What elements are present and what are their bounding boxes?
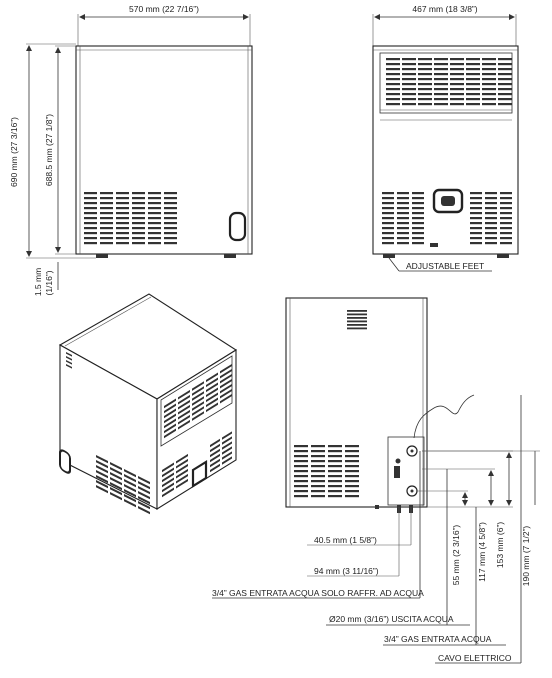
vent-slat	[148, 212, 161, 214]
vent-slat	[500, 227, 512, 229]
handle	[230, 213, 245, 240]
vent-slat	[450, 83, 464, 85]
vent-slat	[500, 197, 512, 199]
vent-slat	[434, 103, 448, 105]
vent-slat	[485, 217, 497, 219]
vent-slat	[100, 222, 113, 224]
vent-slat	[485, 202, 497, 204]
vent-slat	[402, 93, 416, 95]
dim-190: 190 mm (7 1/2”)	[521, 525, 531, 587]
vent-slat	[450, 58, 464, 60]
vent-slat	[294, 465, 308, 467]
vent-slat	[116, 197, 129, 199]
vent-slat	[84, 242, 97, 244]
vent-slat	[485, 212, 497, 214]
vent-slat	[466, 58, 480, 60]
vent-slat	[386, 88, 400, 90]
vent-slat	[470, 207, 482, 209]
vent-slat	[466, 93, 480, 95]
vent-slat	[328, 450, 342, 452]
vent-slat	[402, 103, 416, 105]
vent-slat	[397, 192, 409, 194]
vent-slat	[498, 63, 512, 65]
vent-slat	[382, 202, 394, 204]
vent-slat	[450, 88, 464, 90]
vent-slat	[397, 242, 409, 244]
vent-slat	[382, 222, 394, 224]
vent-slat	[132, 197, 145, 199]
vent-slat	[311, 470, 325, 472]
vent-slat	[450, 103, 464, 105]
vent-slat	[100, 227, 113, 229]
vent-slat	[345, 450, 359, 452]
vent-slat	[328, 480, 342, 482]
vent-slat	[466, 83, 480, 85]
vent-slat	[470, 227, 482, 229]
vent-slat	[434, 73, 448, 75]
vent-slat	[345, 455, 359, 457]
vent-slat	[345, 465, 359, 467]
vent-slat	[397, 207, 409, 209]
vent-slat	[347, 324, 367, 326]
vent-slat	[148, 222, 161, 224]
vent-slat	[84, 202, 97, 204]
vent-slat	[466, 88, 480, 90]
vent-slat	[412, 212, 424, 214]
vent-slat	[294, 490, 308, 492]
vent-slat	[345, 475, 359, 477]
vent-slat	[294, 480, 308, 482]
vent-slat	[450, 78, 464, 80]
vent-slat	[498, 58, 512, 60]
vent-slat	[328, 485, 342, 487]
vent-slat	[100, 217, 113, 219]
vent-slat	[397, 222, 409, 224]
vent-slat	[328, 470, 342, 472]
vent-slat	[294, 445, 308, 447]
feet-height-mm: 1.5 mm	[33, 267, 43, 297]
vent-slat	[470, 232, 482, 234]
vent-slat	[412, 232, 424, 234]
vent-slat	[164, 237, 177, 239]
vent-slat	[450, 93, 464, 95]
vent-slat	[148, 227, 161, 229]
vent-slat	[84, 227, 97, 229]
vent-slat	[470, 237, 482, 239]
vent-slat	[347, 317, 367, 319]
vent-slat	[294, 450, 308, 452]
vent-slat	[84, 197, 97, 199]
vent-slat	[100, 232, 113, 234]
vent-slat	[412, 217, 424, 219]
vent-slat	[397, 197, 409, 199]
vent-slat	[498, 68, 512, 70]
vent-slat	[328, 445, 342, 447]
vent-slat	[132, 202, 145, 204]
vent-slat	[116, 237, 129, 239]
vent-slat	[382, 242, 394, 244]
callout-water-inlet: 3/4” GAS ENTRATA ACQUA	[384, 634, 492, 644]
vent-slat	[382, 217, 394, 219]
vent-slat	[485, 237, 497, 239]
vent-slat	[386, 63, 400, 65]
front-width-label: 570 mm (22 7/16”)	[129, 4, 199, 14]
vent-slat	[294, 455, 308, 457]
vent-slat	[412, 237, 424, 239]
vent-slat	[482, 98, 496, 100]
vent-slat	[345, 460, 359, 462]
vent-slat	[397, 232, 409, 234]
vent-slat	[397, 202, 409, 204]
vent-slat	[466, 98, 480, 100]
front-view	[9, 4, 252, 296]
dim-153: 153 mm (6”)	[495, 521, 505, 569]
vent-slat	[500, 232, 512, 234]
feet-height-in: (1/16”)	[44, 270, 54, 296]
vent-slat	[347, 310, 367, 312]
vent-slat	[345, 470, 359, 472]
vent-slat	[164, 202, 177, 204]
vent-slat	[382, 207, 394, 209]
vent-slat	[386, 83, 400, 85]
vent-slat	[500, 217, 512, 219]
vent-slat	[345, 490, 359, 492]
vent-slat	[84, 232, 97, 234]
side-width-label: 467 mm (18 3/8”)	[412, 4, 478, 14]
vent-slat	[402, 58, 416, 60]
vent-slat	[498, 73, 512, 75]
vent-slat	[328, 460, 342, 462]
vent-slat	[84, 192, 97, 194]
vent-slat	[418, 78, 432, 80]
dim-117: 117 mm (4 5/8”)	[477, 522, 487, 582]
vent-slat	[116, 227, 129, 229]
vent-slat	[164, 232, 177, 234]
vent-slat	[164, 192, 177, 194]
vent-slat	[485, 192, 497, 194]
vent-slat	[100, 237, 113, 239]
vent-slat	[434, 63, 448, 65]
vent-slat	[498, 93, 512, 95]
vent-slat	[466, 103, 480, 105]
rear-view	[212, 298, 540, 663]
vent-slat	[482, 103, 496, 105]
vent-slat	[382, 237, 394, 239]
front-inner-height-label: 688.5 mm (27 1/8”)	[44, 113, 54, 187]
vent-slat	[116, 202, 129, 204]
vent-slat	[84, 222, 97, 224]
vent-slat	[498, 103, 512, 105]
vent-slat	[148, 217, 161, 219]
front-height-label: 690 mm (27 3/16”)	[9, 117, 19, 187]
vent-slat	[402, 73, 416, 75]
vent-slat	[345, 480, 359, 482]
vent-slat	[466, 63, 480, 65]
vent-slat	[485, 227, 497, 229]
vent-slat	[132, 192, 145, 194]
vent-slat	[328, 455, 342, 457]
vent-slat	[434, 98, 448, 100]
vent-slat	[450, 63, 464, 65]
vent-slat	[434, 83, 448, 85]
vent-slat	[482, 78, 496, 80]
vent-slat	[328, 475, 342, 477]
vent-slat	[402, 68, 416, 70]
vent-slat	[311, 450, 325, 452]
water-outlet	[394, 466, 400, 478]
vent-slat	[386, 58, 400, 60]
vent-slat	[132, 207, 145, 209]
dim-55: 55 mm (2 3/16”)	[451, 524, 461, 586]
vent-slat	[311, 445, 325, 447]
vent-slat	[311, 490, 325, 492]
vent-slat	[132, 222, 145, 224]
vent-slat	[397, 237, 409, 239]
vent-slat	[485, 222, 497, 224]
vent-slat	[84, 217, 97, 219]
vent-slat	[386, 103, 400, 105]
vent-slat	[418, 103, 432, 105]
vent-slat	[418, 68, 432, 70]
vent-slat	[470, 222, 482, 224]
vent-slat	[100, 212, 113, 214]
vent-slat	[402, 88, 416, 90]
vent-slat	[311, 485, 325, 487]
vent-slat	[164, 207, 177, 209]
vent-slat	[386, 93, 400, 95]
vent-slat	[148, 207, 161, 209]
vent-slat	[402, 98, 416, 100]
vent-slat	[418, 88, 432, 90]
vent-slat	[294, 470, 308, 472]
vent-slat	[386, 73, 400, 75]
vent-slat	[100, 202, 113, 204]
vent-slat	[311, 480, 325, 482]
vent-slat	[386, 98, 400, 100]
vent-slat	[434, 78, 448, 80]
vent-slat	[116, 242, 129, 244]
vent-slat	[485, 242, 497, 244]
vent-slat	[164, 222, 177, 224]
vent-slat	[498, 83, 512, 85]
vent-slat	[485, 232, 497, 234]
vent-slat	[294, 475, 308, 477]
vent-slat	[466, 78, 480, 80]
isometric-view	[60, 294, 236, 514]
vent-slat	[482, 68, 496, 70]
vent-slat	[294, 485, 308, 487]
vent-slat	[100, 192, 113, 194]
vent-slat	[132, 237, 145, 239]
vent-slat	[500, 222, 512, 224]
foot	[96, 254, 108, 258]
vent-slat	[434, 88, 448, 90]
vent-slat	[470, 197, 482, 199]
foot	[224, 254, 236, 258]
vent-slat	[132, 242, 145, 244]
vent-slat	[164, 242, 177, 244]
vent-slat	[482, 73, 496, 75]
vent-slat	[328, 465, 342, 467]
vent-slat	[132, 227, 145, 229]
vent-slat	[500, 237, 512, 239]
vent-slat	[402, 63, 416, 65]
vent-slat	[418, 73, 432, 75]
vent-slat	[382, 197, 394, 199]
vent-slat	[148, 197, 161, 199]
vent-slat	[470, 217, 482, 219]
vent-slat	[412, 222, 424, 224]
vent-slat	[434, 93, 448, 95]
vent-slat	[485, 207, 497, 209]
vent-slat	[148, 242, 161, 244]
vent-slat	[100, 197, 113, 199]
vent-slat	[294, 460, 308, 462]
vent-slat	[347, 314, 367, 316]
vent-slat	[500, 212, 512, 214]
vent-slat	[485, 197, 497, 199]
dim-40-5: 40.5 mm (1 5/8”)	[314, 535, 377, 545]
vent-slat	[412, 242, 424, 244]
vent-slat	[382, 212, 394, 214]
vent-slat	[397, 217, 409, 219]
vent-slat	[470, 242, 482, 244]
vent-slat	[116, 207, 129, 209]
vent-slat	[382, 192, 394, 194]
vent-slat	[498, 88, 512, 90]
vent-slat	[418, 63, 432, 65]
vent-slat	[382, 227, 394, 229]
dim-94: 94 mm (3 11/16”)	[314, 566, 379, 576]
vent-slat	[148, 192, 161, 194]
vent-slat	[164, 217, 177, 219]
vent-slat	[347, 321, 367, 323]
vent-slat	[498, 98, 512, 100]
vent-slat	[294, 495, 308, 497]
vent-slat	[482, 83, 496, 85]
vent-slat	[402, 83, 416, 85]
vent-slat	[84, 212, 97, 214]
vent-slat	[482, 93, 496, 95]
vent-slat	[132, 212, 145, 214]
vent-slat	[470, 192, 482, 194]
vent-slat	[164, 212, 177, 214]
vent-slat	[412, 197, 424, 199]
vent-slat	[466, 73, 480, 75]
side-view	[373, 4, 518, 271]
vent-slat	[482, 88, 496, 90]
vent-slat	[434, 58, 448, 60]
vent-slat	[311, 475, 325, 477]
vent-slat	[397, 227, 409, 229]
vent-slat	[328, 495, 342, 497]
vent-slat	[311, 495, 325, 497]
vent-slat	[328, 490, 342, 492]
vent-slat	[470, 212, 482, 214]
vent-slat	[450, 68, 464, 70]
vent-slat	[500, 207, 512, 209]
vent-slat	[164, 197, 177, 199]
vent-slat	[386, 68, 400, 70]
vent-slat	[412, 227, 424, 229]
callout-cooling-inlet: 3/4” GAS ENTRATA ACQUA SOLO RAFFR. AD ACQUA	[212, 588, 424, 598]
vent-slat	[382, 232, 394, 234]
vent-slat	[132, 217, 145, 219]
vent-slat	[418, 83, 432, 85]
vent-slat	[116, 217, 129, 219]
vent-slat	[434, 68, 448, 70]
vent-slat	[500, 192, 512, 194]
vent-slat	[482, 63, 496, 65]
vent-slat	[418, 98, 432, 100]
vent-slat	[412, 202, 424, 204]
vent-slat	[311, 465, 325, 467]
vent-slat	[345, 445, 359, 447]
vent-slat	[402, 78, 416, 80]
vent-slat	[450, 73, 464, 75]
vent-slat	[116, 232, 129, 234]
vent-slat	[412, 207, 424, 209]
adjustable-feet-label: ADJUSTABLE FEET	[406, 261, 485, 271]
vent-slat	[100, 242, 113, 244]
vent-slat	[466, 68, 480, 70]
power-cable-entry	[396, 459, 401, 464]
vent-slat	[500, 242, 512, 244]
vent-slat	[84, 207, 97, 209]
vent-slat	[132, 232, 145, 234]
vent-slat	[148, 237, 161, 239]
vent-slat	[500, 202, 512, 204]
vent-slat	[450, 98, 464, 100]
vent-slat	[116, 192, 129, 194]
vent-slat	[412, 192, 424, 194]
vent-slat	[418, 93, 432, 95]
vent-slat	[345, 495, 359, 497]
vent-slat	[148, 202, 161, 204]
vent-slat	[164, 227, 177, 229]
callout-power-cable: CAVO ELETTRICO	[438, 653, 512, 663]
vent-slat	[116, 212, 129, 214]
vent-slat	[345, 485, 359, 487]
callout-water-outlet: Ø20 mm (3/16”) USCITA ACQUA	[329, 614, 454, 624]
vent-slat	[84, 237, 97, 239]
vent-slat	[311, 460, 325, 462]
vent-slat	[498, 78, 512, 80]
vent-slat	[100, 207, 113, 209]
vent-slat	[397, 212, 409, 214]
vent-slat	[347, 328, 367, 330]
vent-slat	[470, 202, 482, 204]
vent-slat	[418, 58, 432, 60]
vent-slat	[386, 78, 400, 80]
vent-slat	[482, 58, 496, 60]
vent-slat	[311, 455, 325, 457]
vent-slat	[148, 232, 161, 234]
vent-slat	[116, 222, 129, 224]
